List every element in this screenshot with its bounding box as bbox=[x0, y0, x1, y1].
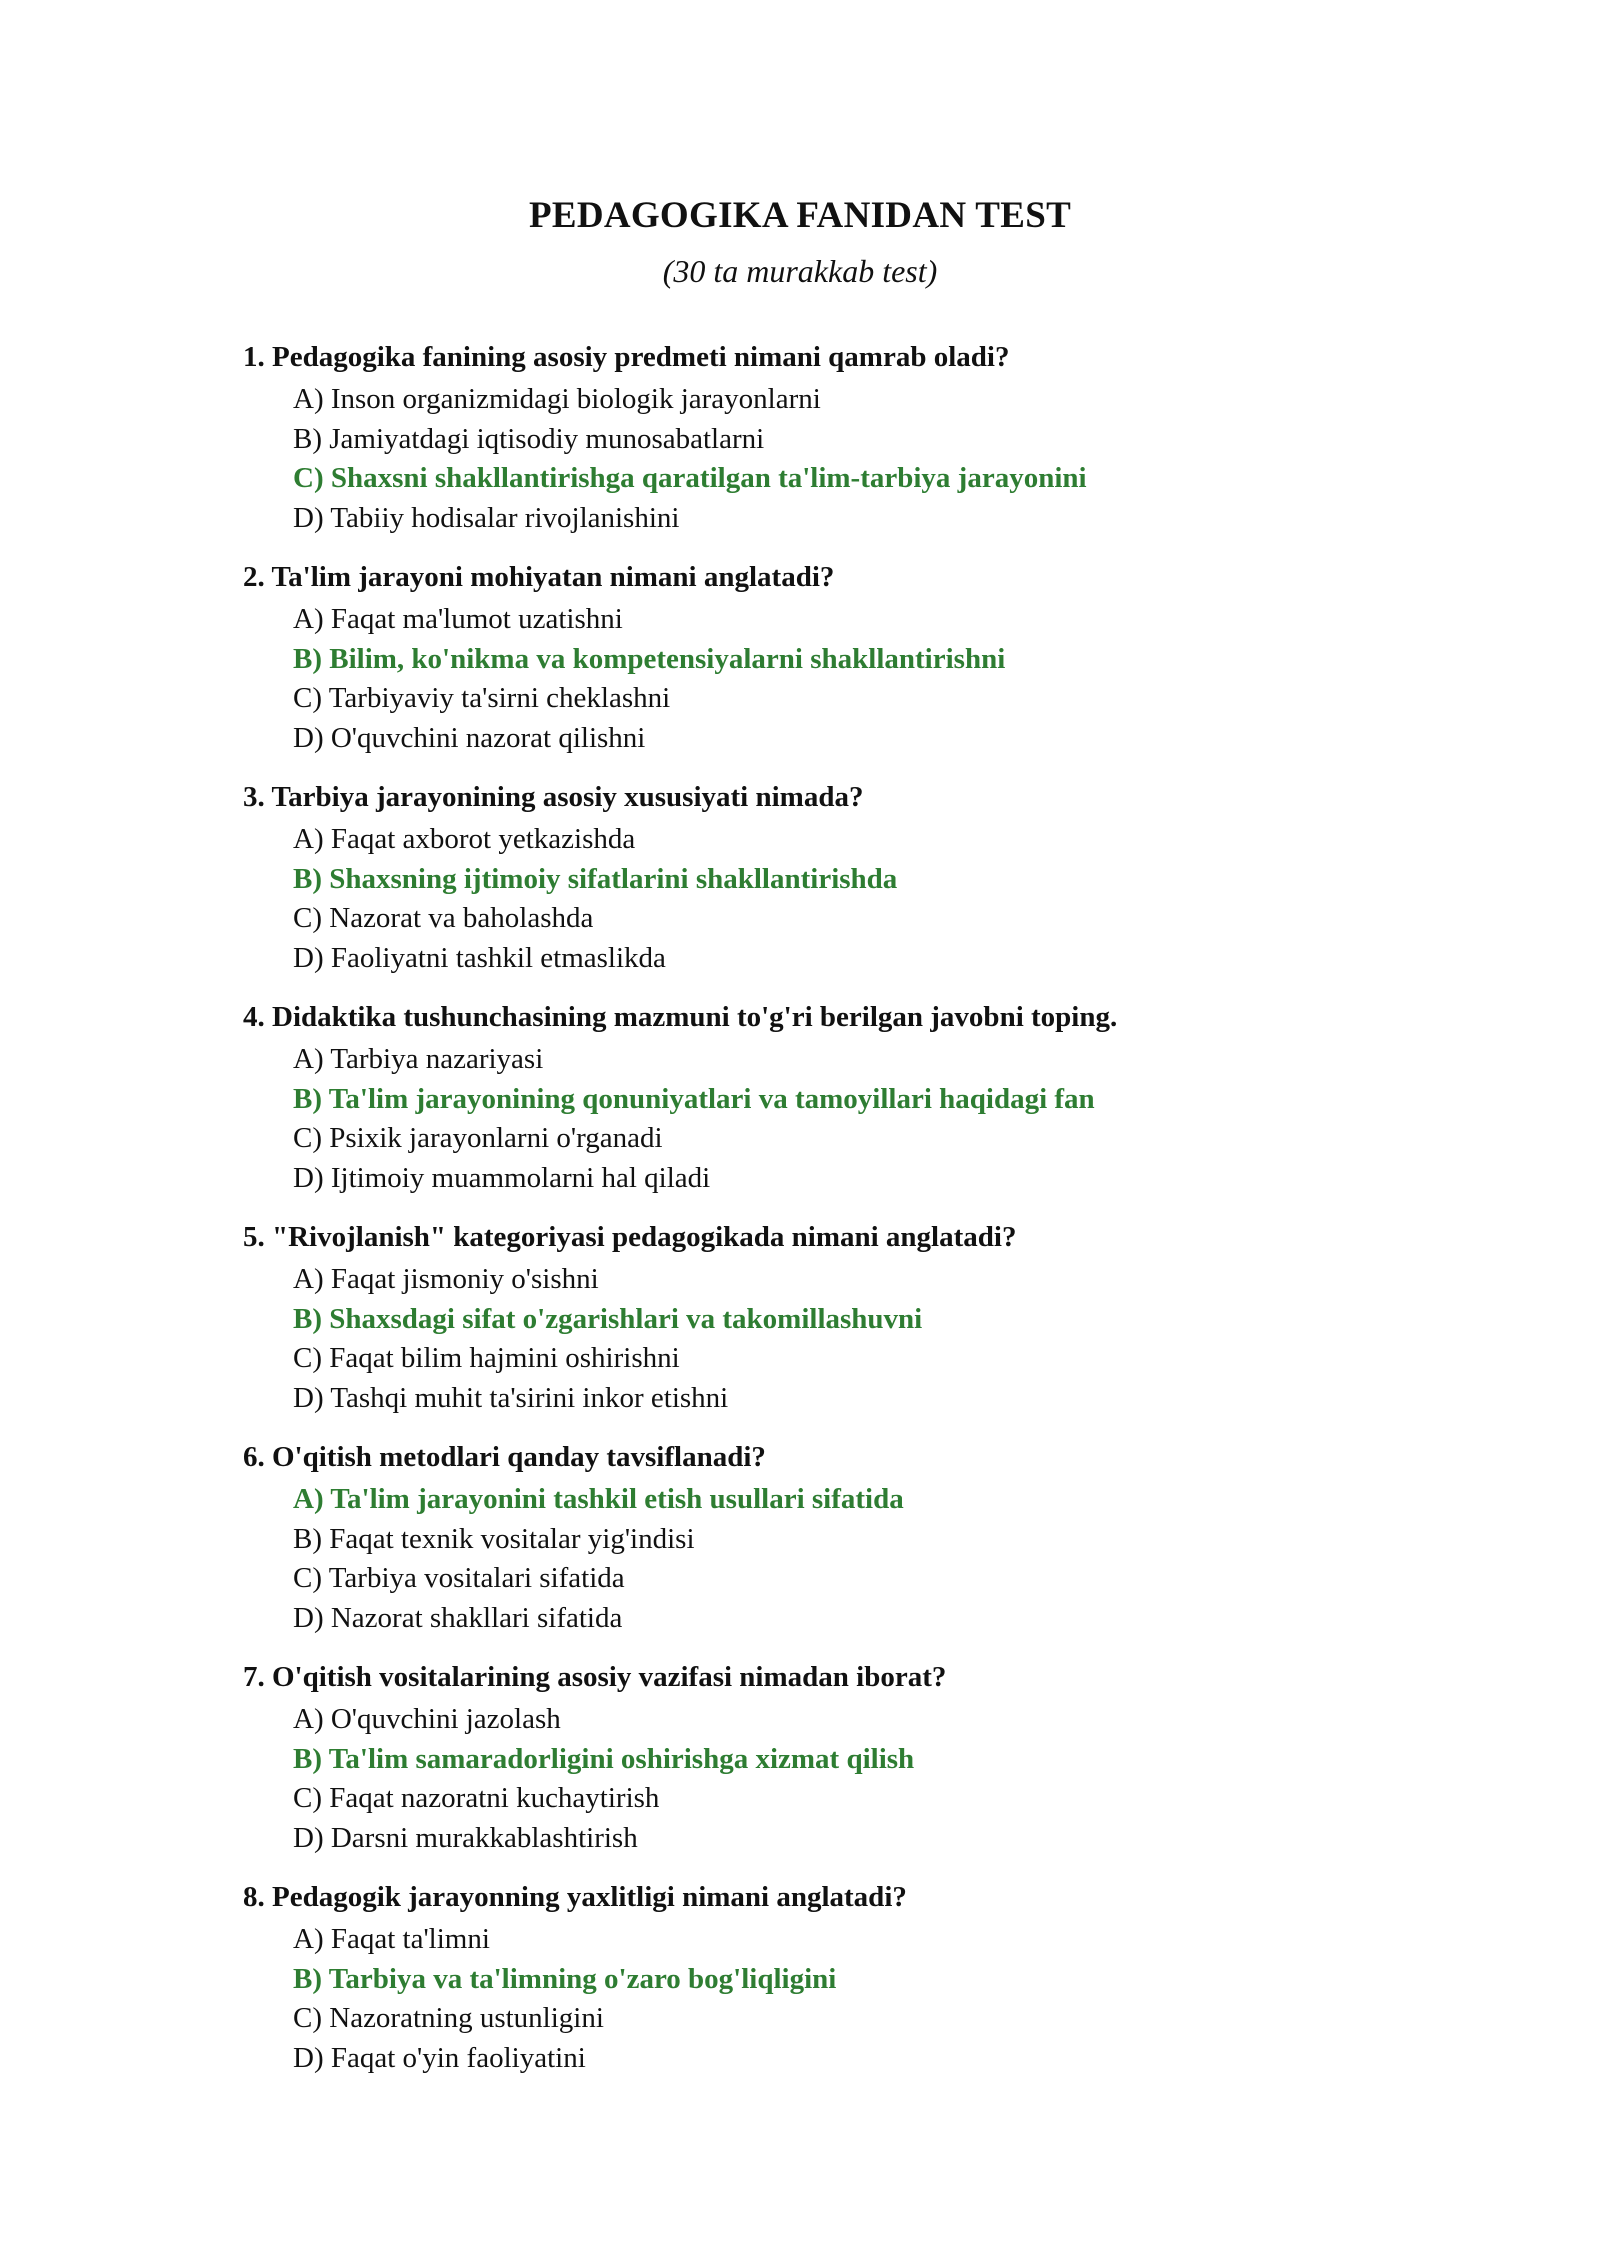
answer-option: C) Tarbiya vositalari sifatida bbox=[293, 1562, 625, 1594]
answer-option: D) Tabiiy hodisalar rivojlanishini bbox=[293, 501, 680, 534]
answer-option: B) Jamiyatdagi iqtisodiy munosabatlarni bbox=[293, 422, 765, 455]
question-text: 2. Ta'lim jarayoni mohiyatan nimani anglatadi? bbox=[243, 561, 835, 593]
question-text: 3. Tarbiya jarayonining asosiy xususiyati nimada? bbox=[243, 781, 864, 813]
answer-option: C) Psixik jarayonlarni o'rganadi bbox=[293, 1122, 663, 1154]
correct-answer-option: C) Shaxsni shakllantirishga qaratilgan ta'lim-tarbiya jarayonini bbox=[293, 462, 1087, 494]
answer-option: A) Faqat jismoniy o'sishni bbox=[293, 1263, 599, 1295]
correct-answer-option: A) Ta'lim jarayonini tashkil etish usullari sifatida bbox=[293, 1483, 904, 1515]
question-block bbox=[243, 1217, 1493, 1437]
answer-option: A) O'quvchini jazolash bbox=[293, 1703, 561, 1735]
answer-option: A) Faqat axborot yetkazishda bbox=[293, 823, 636, 855]
answer-option: D) O'quvchini nazorat qilishni bbox=[293, 721, 646, 754]
answer-options bbox=[243, 599, 1493, 757]
answer-option: D) Nazorat shakllari sifatida bbox=[293, 1601, 623, 1634]
question-text: 1. Pedagogika fanining asosiy predmeti nimani qamrab oladi? bbox=[243, 341, 1010, 373]
answer-option: C) Nazorat va baholashda bbox=[293, 902, 594, 934]
answer-option: A) Faqat ma'lumot uzatishni bbox=[293, 603, 623, 635]
answer-options bbox=[243, 1479, 1493, 1637]
question-text: 6. O'qitish metodlari qanday tavsiflanadi? bbox=[243, 1441, 766, 1473]
document-subtitle: (30 ta murakkab test) bbox=[662, 253, 938, 289]
answer-options bbox=[243, 819, 1493, 977]
correct-answer-option: B) Bilim, ko'nikma va kompetensiyalarni shakllantirishni bbox=[293, 642, 1006, 675]
correct-answer-option: B) Tarbiya va ta'limning o'zaro bog'liqligini bbox=[293, 1962, 837, 1995]
answer-options bbox=[243, 1699, 1493, 1857]
question-text: 4. Didaktika tushunchasining mazmuni to'g'ri berilgan javobni toping. bbox=[243, 1001, 1118, 1033]
answer-options bbox=[243, 379, 1493, 537]
answer-option: D) Ijtimoiy muammolarni hal qiladi bbox=[293, 1161, 711, 1194]
answer-option: C) Faqat bilim hajmini oshirishni bbox=[293, 1342, 680, 1374]
answer-option: C) Nazoratning ustunligini bbox=[293, 2002, 604, 2034]
answer-option: C) Faqat nazoratni kuchaytirish bbox=[293, 1782, 660, 1814]
answer-option: A) Tarbiya nazariyasi bbox=[293, 1043, 544, 1075]
document-title: PEDAGOGIKA FANIDAN TEST bbox=[528, 195, 1072, 236]
correct-answer-option: B) Ta'lim samaradorligini oshirishga xizmat qilish bbox=[293, 1742, 915, 1775]
question-text: 7. O'qitish vositalarining asosiy vazifasi nimadan iborat? bbox=[243, 1661, 947, 1693]
answer-option: A) Inson organizmidagi biologik jarayonlarni bbox=[293, 383, 821, 415]
question-block bbox=[243, 1437, 1493, 1657]
correct-answer-option: B) Shaxsning ijtimoiy sifatlarini shakllantirishda bbox=[293, 862, 898, 895]
question-text: 8. Pedagogik jarayonning yaxlitligi nimani anglatadi? bbox=[243, 1881, 907, 1913]
question-block bbox=[243, 337, 1493, 557]
answer-options bbox=[243, 1039, 1493, 1197]
answer-options bbox=[243, 1259, 1493, 1417]
question-block bbox=[243, 557, 1493, 777]
correct-answer-option: B) Ta'lim jarayonining qonuniyatlari va tamoyillari haqidagi fan bbox=[293, 1082, 1095, 1115]
answer-option: A) Faqat ta'limni bbox=[293, 1923, 490, 1955]
answer-option: C) Tarbiyaviy ta'sirni cheklashni bbox=[293, 682, 671, 714]
answer-option: D) Tashqi muhit ta'sirini inkor etishni bbox=[293, 1381, 729, 1414]
question-block bbox=[243, 1657, 1493, 1877]
question-block bbox=[243, 1877, 1493, 2097]
answer-option: D) Faoliyatni tashkil etmaslikda bbox=[293, 941, 666, 974]
correct-answer-option: B) Shaxsdagi sifat o'zgarishlari va takomillashuvni bbox=[293, 1302, 923, 1335]
question-block bbox=[243, 777, 1493, 997]
question-list bbox=[243, 337, 1493, 2097]
answer-options bbox=[243, 1919, 1493, 2077]
answer-option: D) Darsni murakkablashtirish bbox=[293, 1821, 638, 1854]
answer-option: B) Faqat texnik vositalar yig'indisi bbox=[293, 1522, 695, 1555]
answer-option: D) Faqat o'yin faoliyatini bbox=[293, 2041, 586, 2074]
question-text: 5. "Rivojlanish" kategoriyasi pedagogikada nimani anglatadi? bbox=[243, 1221, 1017, 1253]
question-block bbox=[243, 997, 1493, 1217]
